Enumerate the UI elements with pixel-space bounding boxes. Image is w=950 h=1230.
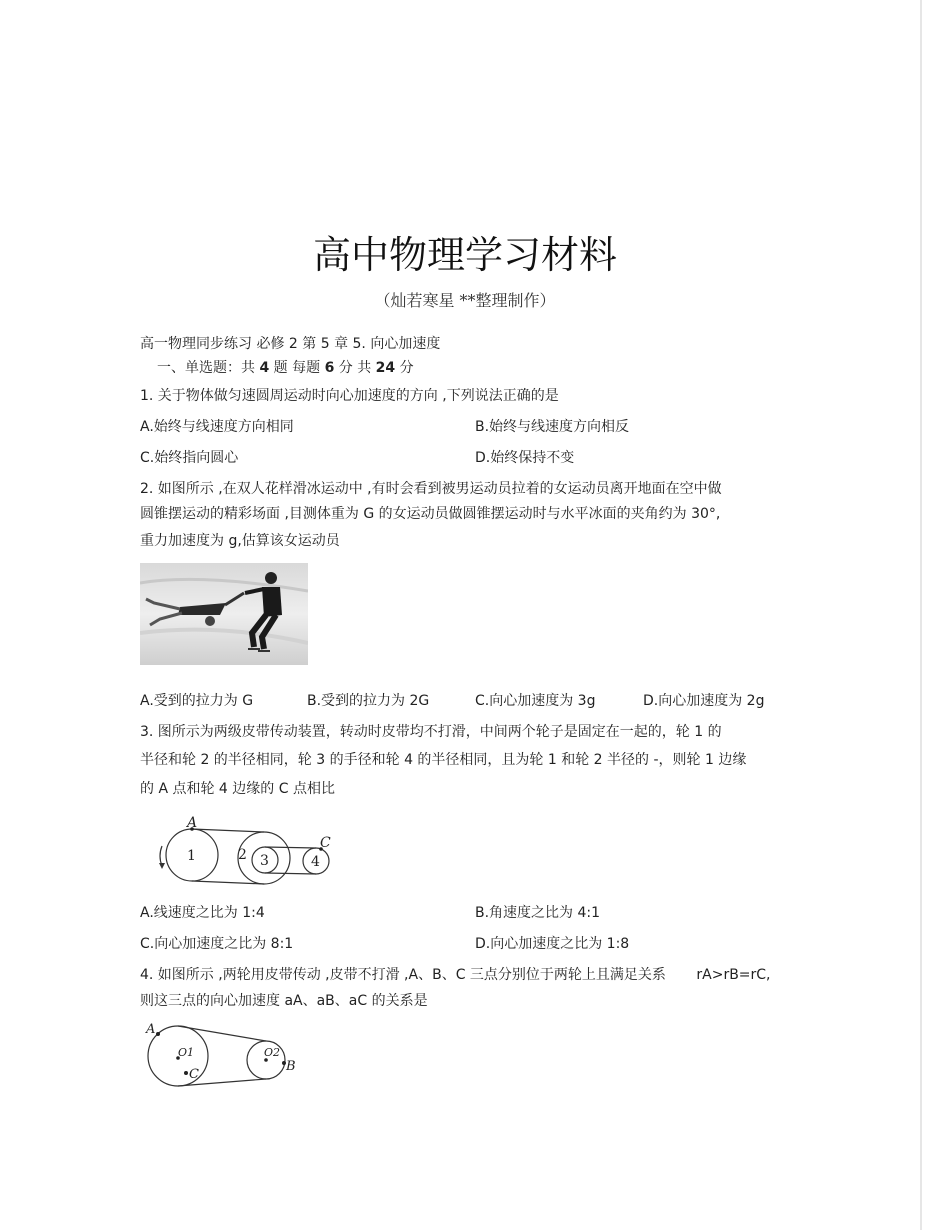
label-a: A bbox=[187, 815, 198, 831]
rotation-arrowhead bbox=[159, 863, 165, 869]
belt-drive-diagram-two-wheels bbox=[140, 1018, 310, 1090]
q2-option-b: B.受到的拉力为 2G bbox=[307, 693, 430, 709]
q4-line1-text: 4. 如图所示 ,两轮用皮带传动 ,皮带不打滑 ,A、B、C 三点分别位于两轮上且满足关系 bbox=[140, 967, 666, 983]
section-mid2: 分 共 bbox=[338, 360, 372, 376]
section-suffix: 分 bbox=[399, 360, 414, 376]
q3-line1: 3. 图所示为两级皮带传动装置，转动时皮带均不打滑，中间两个轮子是固定在一起的，轮 1 的 bbox=[140, 724, 722, 740]
q2-line3: 重力加速度为 g,估算该女运动员 bbox=[140, 533, 340, 549]
belt-top-2 bbox=[265, 847, 316, 848]
q3-line2: 半径和轮 2 的半径相同，轮 3 的手径和轮 4 的半径相同，且为轮 1 和轮 2 半径的 -，则轮 1 边缘 bbox=[140, 752, 747, 768]
label-wheel-3: 3 bbox=[260, 853, 269, 869]
q1-stem: 1. 关于物体做匀速圆周运动时向心加速度的方向 ,下列说法正确的是 bbox=[140, 388, 559, 404]
q1-option-b: B.始终与线速度方向相反 bbox=[475, 419, 630, 435]
q3-option-a: A.线速度之比为 1:4 bbox=[140, 905, 265, 921]
section-total: 24 bbox=[375, 360, 396, 376]
q2-line1: 2. 如图所示 ,在双人花样滑冰运动中 ,有时会看到被男运动员拉着的女运动员离开地面在空中做 bbox=[140, 481, 722, 497]
q2-option-d: D.向心加速度为 2g bbox=[643, 693, 765, 709]
label-a: A bbox=[146, 1022, 156, 1037]
label-wheel-2: 2 bbox=[238, 847, 247, 863]
page-subtitle: （灿若寒星 **整理制作） bbox=[374, 291, 556, 310]
q2-option-c: C.向心加速度为 3g bbox=[475, 693, 596, 709]
q2-option-a: A.受到的拉力为 G bbox=[140, 693, 254, 709]
section-count: 4 bbox=[259, 360, 270, 376]
section-prefix: 一、单选题：共 bbox=[157, 360, 255, 376]
header-line: 高一物理同步练习 必修 2 第 5 章 5. 向心加速度 bbox=[140, 336, 441, 352]
label-wheel-1: 1 bbox=[187, 848, 196, 864]
label-wheel-4: 4 bbox=[311, 854, 320, 870]
label-c: C bbox=[320, 835, 331, 851]
belt-bottom-2 bbox=[265, 873, 316, 874]
point-c bbox=[184, 1071, 188, 1075]
q1-option-d: D.始终保持不变 bbox=[475, 450, 575, 466]
q3-option-b: B.角速度之比为 4:1 bbox=[475, 905, 601, 921]
q1-option-a: A.始终与线速度方向相同 bbox=[140, 419, 294, 435]
point-a bbox=[156, 1032, 160, 1036]
page-title: 高中物理学习材料 bbox=[312, 233, 617, 277]
q1-option-c: C.始终指向圆心 bbox=[140, 450, 239, 466]
section-points-each: 6 bbox=[324, 360, 335, 376]
label-b: B bbox=[286, 1059, 296, 1074]
label-c: C bbox=[189, 1067, 199, 1082]
q2-line2: 圆锥摆运动的精彩场面 ,目测体重为 G 的女运动员做圆锥摆运动时与水平冰面的夹角约为 30°, bbox=[140, 506, 721, 522]
q4-line2: 则这三点的向心加速度 aA、aB、aC 的关系是 bbox=[140, 993, 428, 1009]
q3-option-c: C.向心加速度之比为 8:1 bbox=[140, 936, 294, 952]
q3-option-d: D.向心加速度之比为 1:8 bbox=[475, 936, 630, 952]
figure-skating-photo bbox=[140, 563, 308, 665]
section-mid1: 题 每题 bbox=[273, 360, 321, 376]
q4-radius-relation: rA>rB=rC, bbox=[696, 967, 771, 983]
label-o1: O1 bbox=[178, 1046, 195, 1059]
label-o2: O2 bbox=[264, 1046, 281, 1059]
q4-line1 bbox=[140, 966, 771, 984]
q3-line3: 的 A 点和轮 4 边缘的 C 点相比 bbox=[140, 781, 335, 797]
page-edge bbox=[920, 0, 922, 1230]
belt-drive-diagram-two-stage bbox=[150, 814, 340, 889]
section-heading bbox=[157, 359, 414, 377]
belt-top bbox=[178, 1026, 266, 1041]
